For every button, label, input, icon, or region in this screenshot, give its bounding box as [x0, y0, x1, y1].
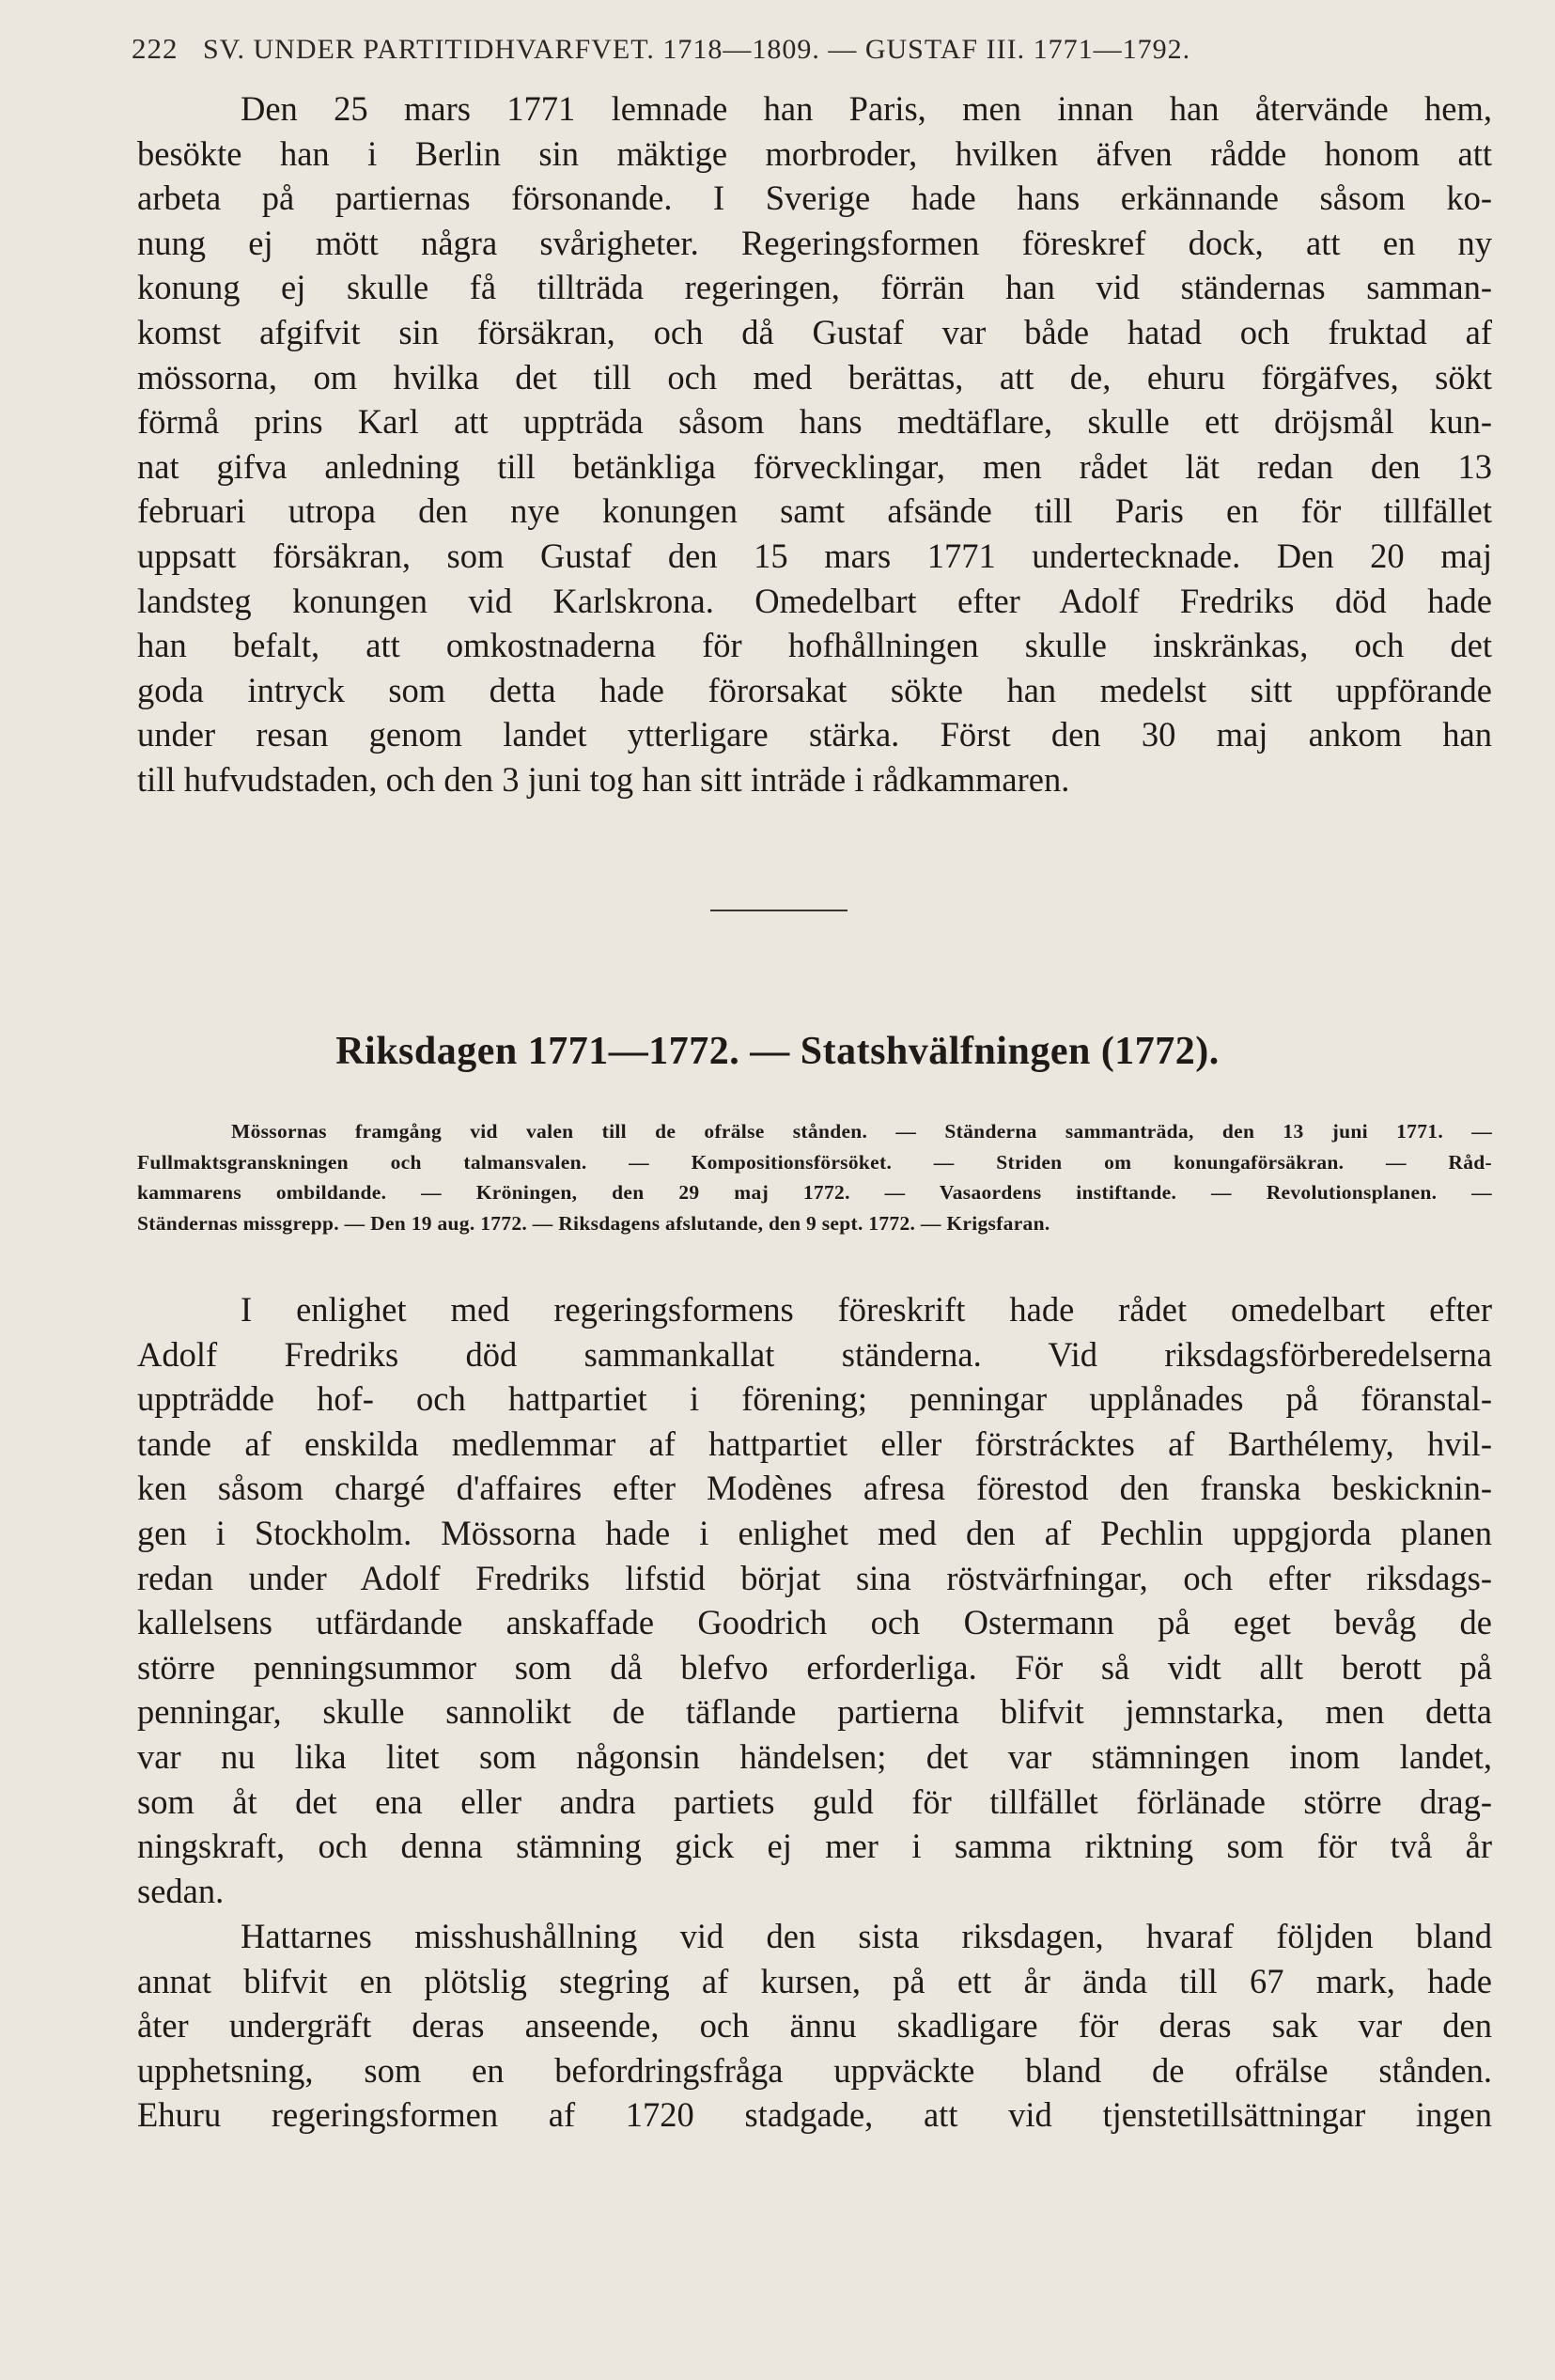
text-line: Adolf Fredriks död sammankallat ständerna. Vid riksdagsförberedelserna	[137, 1334, 1492, 1374]
text-line: goda intryck som detta hade förorsakat sökte han medelst sitt uppförande	[137, 670, 1492, 709]
text-line: var nu lika litet som någonsin händelsen; det var stämningen inom landet,	[137, 1736, 1492, 1776]
running-header	[132, 32, 1190, 66]
text-line: I enlighet med regeringsformens föreskrift hade rådet omedelbart efter	[241, 1290, 1492, 1329]
synopsis-line: Ständernas missgrepp. — Den 19 aug. 1772. — Riksdagens afslutande, den 9 sept. 1772. — Krigsfaran.	[137, 1211, 1050, 1235]
text-line: konung ej skulle få tillträda regeringen, förrän han vid ständernas samman-	[137, 268, 1492, 307]
text-line: gen i Stockholm. Mössorna hade i enlighet med den af Pechlin uppgjorda planen	[137, 1513, 1492, 1552]
text-line: mössorna, om hvilka det till och med berättas, att de, ehuru förgäfves, sökt	[137, 357, 1492, 397]
text-line: annat blifvit en plötslig stegring af kursen, på ett år ända till 67 mark, hade	[137, 1961, 1492, 2000]
text-line: komst afgifvit sin försäkran, och då Gustaf var både hatad och fruktad af	[137, 312, 1492, 351]
synopsis-line: Mössornas framgång vid valen till de ofrälse stånden. — Ständerna sammanträda, den 13 juni 1771. —	[231, 1120, 1492, 1143]
text-line: penningar, skulle sannolikt de täflande partierna blifvit jemnstarka, men detta	[137, 1692, 1492, 1732]
text-line: uppsatt försäkran, som Gustaf den 15 mars 1771 undertecknade. Den 20 maj	[137, 536, 1492, 575]
text-line: Den 25 mars 1771 lemnade han Paris, men innan han återvände hem,	[241, 89, 1492, 128]
text-line: tande af enskilda medlemmar af hattpartiet eller förstrácktes af Barthélemy, hvil-	[137, 1423, 1492, 1463]
text-line: redan under Adolf Fredriks lifstid börjat sina röstvärfningar, och efter riksdags-	[137, 1558, 1492, 1597]
text-line: upphetsning, som en befordringsfråga uppväckte bland de ofrälse stånden.	[137, 2050, 1492, 2090]
text-line: till hufvudstaden, och den 3 juni tog han sitt inträde i rådkammaren.	[137, 759, 1070, 799]
text-line: åter undergräft deras anseende, och ännu skadligare för deras sak var den	[137, 2006, 1492, 2046]
section-heading: Riksdagen 1771—1772. — Statshvälfningen (1772).	[335, 1030, 1220, 1073]
text-line: nung ej mött några svårigheter. Regeringsformen föreskref dock, att en ny	[137, 223, 1492, 262]
section-divider	[710, 910, 847, 911]
text-line: Hattarnes misshushållning vid den sista riksdagen, hvaraf följden bland	[241, 1917, 1492, 1955]
text-line: uppträdde hof- och hattpartiet i förening; penningar upplånades på föranstal-	[137, 1379, 1492, 1419]
text-line: februari utropa den nye konungen samt afsände till Paris en för tillfället	[137, 491, 1492, 531]
text-line: ningskraft, och denna stämning gick ej mer i samma riktning som för två år	[137, 1827, 1492, 1866]
paragraph-1	[137, 86, 1492, 802]
text-line: landsteg konungen vid Karlskrona. Omedelbart efter Adolf Fredriks död hade	[137, 581, 1492, 620]
synopsis-line: Fullmaktsgranskningen och talmansvalen. — Kompositionsförsöket. — Striden om konungaförsäkran. — Råd-	[137, 1150, 1492, 1174]
synopsis-line: kammarens ombildande. — Kröningen, den 29 maj 1772. — Vasaordens instiftande. — Revolutionsplanen. —	[137, 1181, 1492, 1204]
text-line: nat gifva anledning till betänkliga förvecklingar, men rådet lät redan den 13	[137, 446, 1492, 486]
text-line: förmå prins Karl att uppträda såsom hans medtäflare, skulle ett dröjsmål kun-	[137, 402, 1492, 442]
running-title: SV. UNDER PARTITIDHVARFVET. 1718—1809. — GUSTAF III. 1771—1792.	[203, 34, 1191, 65]
text-line: ken såsom chargé d'affaires efter Modènes afresa förestod den franska beskicknin-	[137, 1469, 1492, 1508]
paragraph-2	[137, 1287, 1492, 1913]
text-line: arbeta på partiernas försonande. I Sverige hade hans erkännande såsom ko-	[137, 179, 1492, 218]
text-line: han befalt, att omkostnaderna för hofhållningen skulle inskränkas, och det	[137, 626, 1492, 665]
text-line: som åt det ena eller andra partiets guld för tillfället förlänade större drag-	[137, 1781, 1492, 1821]
chapter-synopsis	[137, 1116, 1492, 1238]
text-line: större penningsummor som då blefvo erforderliga. För så vidt allt berott på	[137, 1647, 1492, 1687]
text-line: under resan genom landet ytterligare stärka. Först den 30 maj ankom han	[137, 715, 1492, 754]
text-line: besökte han i Berlin sin mäktige morbroder, hvilken äfven rådde honom att	[137, 133, 1492, 173]
paragraph-3	[137, 1914, 1492, 2138]
text-line: Ehuru regeringsformen af 1720 stadgade, att vid tjenstetillsättningar ingen	[137, 2095, 1492, 2135]
text-line: kallelsens utfärdande anskaffade Goodrich och Ostermann på eget bevåg de	[137, 1603, 1492, 1642]
page-number: 222	[132, 32, 179, 65]
text-line: sedan.	[137, 1871, 225, 1910]
